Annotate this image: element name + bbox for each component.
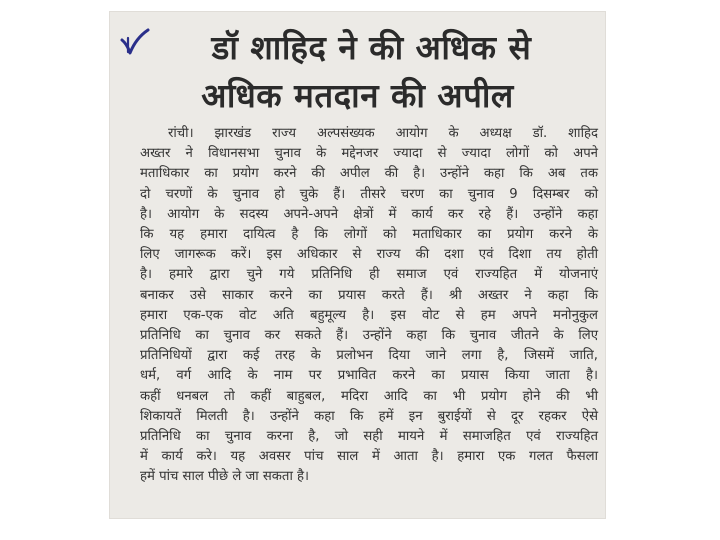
headline-line-1: डॉ शाहिद ने की अधिक से (211, 28, 532, 67)
article-line: मताधिकार का प्रयोग करने की अपील की है। उन्होंने कहा कि अब तक (140, 166, 598, 182)
article-line: बनाकर उसे साकार करने का प्रयास करते हैं। श्री अख्तर ने कहा कि (140, 287, 598, 303)
article-line: में कार्य करे। यह अवसर पांच साल में आता है। हमारा एक गलत फैसला (140, 449, 598, 465)
article-line: है। आयोग के सदस्य अपने-अपने क्षेत्रों में कार्य कर रहे हैं। उन्होंने कहा (140, 206, 598, 222)
article-body (140, 124, 598, 488)
article-line: प्रतिनिधि का चुनाव करना है, जो सही मायने में समाजहित एवं राज्यहित (140, 429, 598, 445)
article-line: हमें पांच साल पीछे ले जा सकता है। (140, 469, 310, 485)
article-line: कहीं धनबल तो कहीं बाहुबल, मदिरा आदि का भी प्रयोग होने की भी (140, 388, 598, 404)
article-line: प्रतिनिधि का चुनाव कर सकते हैं। उन्होंने कहा कि चुनाव जीतने के लिए (140, 328, 598, 344)
article-line: रांची। झारखंड राज्य अल्पसंख्यक आयोग के अध्यक्ष डॉ. शाहिद (168, 126, 598, 141)
article-line: अख्तर ने विधानसभा चुनाव के मद्देनजर ज्यादा से ज्यादा लोगों को अपने (140, 146, 598, 162)
article-line: प्रतिनिधियों द्वारा कई तरह के प्रलोभन दिया जाने लगा है, जिसमें जाति, (140, 348, 598, 364)
article-line: है। हमारे द्वारा चुने गये प्रतिनिधि ही समाज एवं राज्यहित में योजनाएं (140, 267, 598, 283)
article-line: दो चरणों के चुनाव हो चुके हैं। तीसरे चरण का चुनाव 9 दिसम्बर को (140, 186, 598, 202)
article-line: धर्म, वर्ग आदि के नाम पर प्रभावित करने का प्रयास किया जाता है। (140, 368, 598, 384)
newspaper-clipping (110, 12, 605, 518)
article-line: लिए जागरूक करें। इस अधिकार से राज्य की दशा एवं दिशा तय होती (140, 247, 598, 263)
headline-line-2: अधिक मतदान की अपील (201, 76, 514, 115)
headline (110, 24, 605, 120)
article-line: कि यह हमारा दायित्व है कि लोगों को मताधिकार का प्रयोग करने के (140, 227, 598, 243)
article-line: हमारा एक-एक वोट अति बहुमूल्य है। इस वोट से हम अपने मनोनुकुल (140, 307, 598, 323)
article-line: शिकायतें मिलती है। उन्होंने कहा कि हमें इन बुराईयों से दूर रहकर ऐसे (140, 408, 598, 424)
